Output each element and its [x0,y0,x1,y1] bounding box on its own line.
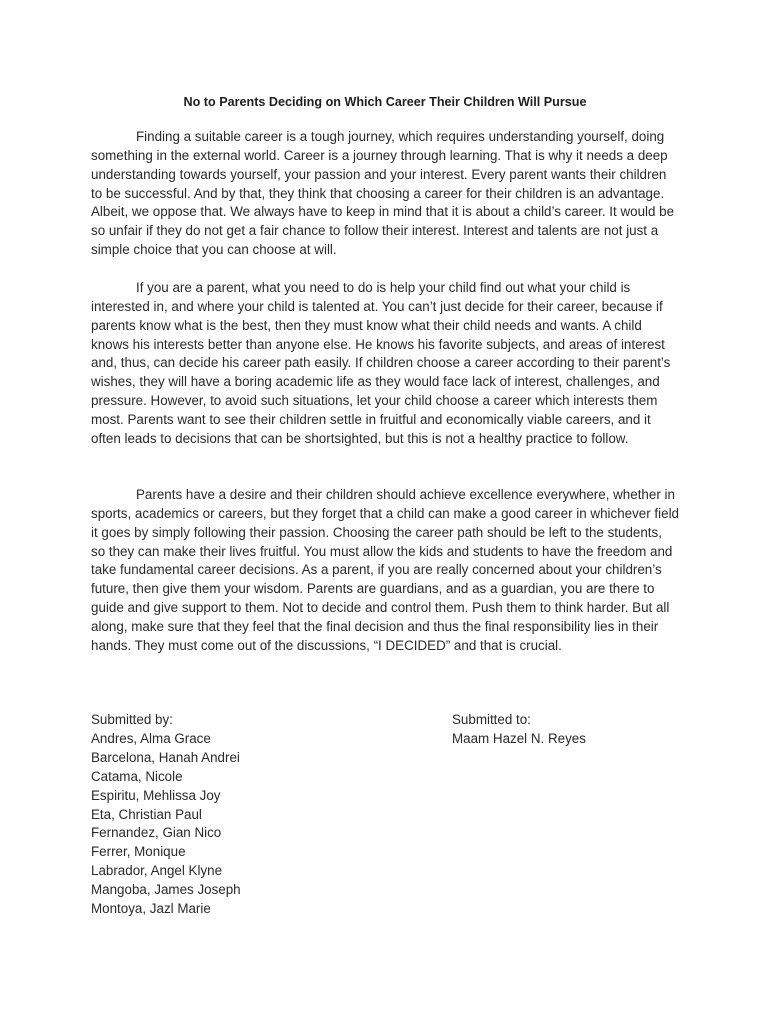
submitted-by-label: Submitted by: [91,712,173,727]
submitted-to-block [452,711,692,749]
submitter-name: Labrador, Angel Klyne [91,863,223,879]
submitted-to-label: Submitted to: [452,712,531,727]
document-title: No to Parents Deciding on Which Career Their Children Will Pursue [183,95,587,109]
submitted-by-block [91,711,391,919]
paragraph-2: If you are a parent, what you need to do is help your child find out what your child is interested in, and where your child is talented at. You can’t just decide for their career, because if parents know what is the best, then they must know what their child needs and wants. A child knows his interests better than anyone else. He knows his favorite subjects, and areas of interest and, thus, can decide his career path easily. If children choose a career according to their parent’s wishes, they will have a boring academic life as they would face lack of interest, challenges, and pressure. However, to avoid such situations, let your child choose a career which interests them most. Parents want to see their children settle in fruitful and economically viable careers, and it often leads to decisions that can be shortsighted, but this is not a healthy practice to follow. [91,280,671,446]
submitter-name: Fernandez, Gian Nico [91,825,222,841]
recipient-name: Maam Hazel N. Reyes [452,730,586,746]
submitter-name: Mangoba, James Joseph [91,882,241,898]
submitter-name: Catama, Nicole [91,768,183,784]
submitter-name: Montoya, Jazl Marie [91,901,211,917]
submitter-name: Eta, Christian Paul [91,806,202,822]
submitter-name: Barcelona, Hanah Andrei [91,749,240,765]
paragraph-1: Finding a suitable career is a tough journey, which requires understanding yourself, doing something in the external world. Career is a journey through learning. That is why it needs a deep understanding towards yourself, your passion and your interest. Every parent wants their children to be successful. And by that, they think that choosing a career for their children is an advantage. Albeit, we oppose that. We always have to keep in mind that it is about a child’s career. It would be so unfair if they do not get a fair chance to follow their interest. Interest and talents are not just a simple choice that you can choose at will. [91,129,675,258]
submitter-name: Andres, Alma Grace [91,730,211,746]
submitter-name: Ferrer, Monique [91,844,186,860]
paragraph-3: Parents have a desire and their children should achieve excellence everywhere, whether in sports, academics or careers, but they forget that a child can make a good career in whichever field it goes by simply following their passion. Choosing the career path should be left to the students, so they can make their lives fruitful. You must allow the kids and students to have the freedom and take fundamental career decisions. As a parent, if you are really concerned about your children’s future, then give them your wisdom. Parents are guardians, and as a guardian, you are there to guide and give support to them. Not to decide and control them. Push them to think harder. But all along, make sure that they feel that the final decision and thus the final responsibility lies in their hands. They must come out of the discussions, “I DECIDED” and that is crucial. [91,487,679,653]
submitter-name: Espiritu, Mehlissa Joy [91,787,221,803]
